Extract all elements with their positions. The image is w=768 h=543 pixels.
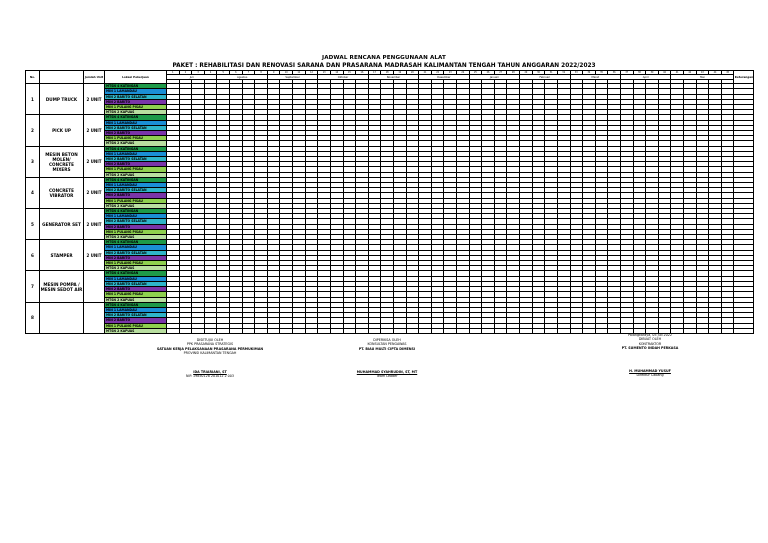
site-label: MIN 2 BARITO SELATAN (105, 188, 167, 193)
site-label: MTSN 2 KAPUAS (105, 328, 167, 333)
site-label: MTSN 2 KAPUAS (105, 203, 167, 208)
sig-center-company: PT. BIAU MULTI CIPTA DIMENSI (358, 346, 416, 351)
schedule-cell (179, 328, 192, 333)
site-label: MIN 2 BARITO (105, 99, 167, 104)
week-number: 45 (721, 71, 734, 75)
schedule-cell (431, 328, 444, 333)
week-number: 39 (646, 71, 659, 75)
equipment-name: CONCRETE VIBRATOR (40, 177, 84, 208)
sig-right-id: Direktur Cabang (636, 373, 664, 378)
site-label: MIN 2 BARITO SELATAN (105, 157, 167, 162)
schedule-cell (330, 328, 343, 333)
week-number: 9 (267, 71, 280, 75)
month-label: Oktober (318, 75, 368, 79)
schedule-cell (293, 328, 306, 333)
site-label: MIN 1 LAMANDAU (105, 183, 167, 188)
month-label: September (267, 75, 317, 79)
week-number: 14 (330, 71, 343, 75)
equipment-name: DUMP TRUCK (40, 84, 84, 115)
schedule-cell (343, 328, 356, 333)
week-number: 32 (557, 71, 570, 75)
site-label: MTSN 2 KAPUAS (105, 141, 167, 146)
week-number: 2 (179, 71, 192, 75)
site-label: MIN 2 BARITO (105, 318, 167, 323)
schedule-cell (419, 328, 432, 333)
week-number: 17 (368, 71, 381, 75)
equipment-number: 7 (26, 271, 40, 302)
equipment-qty: 2 UNIT (84, 115, 105, 146)
site-label: MIN 2 BARITO (105, 193, 167, 198)
site-label: MIN 1 PULANG PISAU (105, 136, 167, 141)
month-label: Desember (419, 75, 469, 79)
schedule-cell (570, 328, 583, 333)
week-number: 41 (671, 71, 684, 75)
site-label: MTSN 4 KATINGAN (105, 240, 167, 245)
schedule-cell (494, 328, 507, 333)
document-subtitle: PAKET : REHABILITASI DAN RENOVASI SARANA DAN PRASARANA MADRASAH KALIMANTAN TENGAH TAHUN ANGGARAN 2022/2023 (172, 63, 596, 69)
site-label: MIN 1 PULANG PISAU (105, 167, 167, 172)
month-label: Mei (671, 75, 734, 79)
schedule-cell (204, 328, 217, 333)
week-number: 5 (217, 71, 230, 75)
site-label: MTSN 2 KAPUAS (105, 110, 167, 115)
week-number: 24 (457, 71, 470, 75)
site-label: MTSN 2 KAPUAS (105, 297, 167, 302)
month-label: November (368, 75, 418, 79)
site-label: MIN 1 LAMANDAU (105, 89, 167, 94)
week-number: 35 (595, 71, 608, 75)
site-label: MIN 1 PULANG PISAU (105, 261, 167, 266)
week-number: 43 (696, 71, 709, 75)
signature-right (585, 333, 715, 378)
week-number: 36 (608, 71, 621, 75)
equipment-qty: 2 UNIT (84, 146, 105, 177)
equipment-qty: 2 UNIT (84, 177, 105, 208)
sig-center-id: Team Leader (376, 374, 398, 379)
signature-center (322, 338, 452, 378)
site-label: MTSN 2 KAPUAS (105, 266, 167, 271)
schedule-cell (393, 328, 406, 333)
equipment-qty: 2 UNIT (84, 209, 105, 240)
month-label: Agustus (217, 75, 267, 79)
site-label: MIN 2 BARITO SELATAN (105, 250, 167, 255)
week-number: 4 (204, 71, 217, 75)
sig-right-date: Palangkaraya, 05 Juli 2022 (628, 333, 672, 337)
week-number: 27 (494, 71, 507, 75)
site-label: MTSN 4 KATINGAN (105, 146, 167, 151)
week-number: 1 (167, 71, 180, 75)
month-label: Januari (469, 75, 519, 79)
site-label: MIN 1 LAMANDAU (105, 307, 167, 312)
week-number: 6 (230, 71, 243, 75)
site-label: MTSN 4 KATINGAN (105, 84, 167, 89)
site-label: MTSN 2 KAPUAS (105, 235, 167, 240)
site-label: MIN 1 PULANG PISAU (105, 229, 167, 234)
month-label: Maret (570, 75, 620, 79)
schedule-cell (406, 328, 419, 333)
site-label: MIN 1 PULANG PISAU (105, 292, 167, 297)
document-title: JADWAL RENCANA PENGGUNAAN ALAT (322, 55, 446, 61)
equipment-number: 1 (26, 84, 40, 115)
week-number: 21 (419, 71, 432, 75)
week-number: 28 (507, 71, 520, 75)
week-number: 18 (381, 71, 394, 75)
site-label: MIN 1 LAMANDAU (105, 151, 167, 156)
schedule-cell (457, 328, 470, 333)
col-header-qty: Jumlah Unit (84, 71, 105, 84)
sig-left-position: PPK PRASARANA STRATEGIS (186, 342, 234, 347)
schedule-cell (356, 328, 369, 333)
site-label: MIN 2 BARITO SELATAN (105, 313, 167, 318)
schedule-cell (444, 328, 457, 333)
week-number: 10 (280, 71, 293, 75)
col-header-remarks: Keterangan (734, 71, 754, 84)
site-label: MTSN 4 KATINGAN (105, 115, 167, 120)
month-label: Juli (167, 75, 217, 79)
equipment-number: 8 (26, 302, 40, 333)
col-header-equipment (40, 71, 84, 84)
week-number: 16 (356, 71, 369, 75)
week-number: 19 (393, 71, 406, 75)
week-number: 34 (583, 71, 596, 75)
sig-left-unit: SATUAN KERJA PELAKSANAAN PRASARANA PERMUKIMAN (156, 346, 264, 351)
week-number: 22 (431, 71, 444, 75)
sig-right-position: KONTRAKTOR (638, 341, 662, 346)
equipment-number: 3 (26, 146, 40, 177)
site-label: MIN 2 BARITO SELATAN (105, 94, 167, 99)
schedule-cell (318, 328, 331, 333)
site-label: MIN 1 PULANG PISAU (105, 198, 167, 203)
week-number: 44 (709, 71, 722, 75)
site-label: MIN 1 PULANG PISAU (105, 323, 167, 328)
week-number: 31 (545, 71, 558, 75)
equipment-name: STAMPER (40, 240, 84, 271)
week-number: 20 (406, 71, 419, 75)
site-label: MIN 2 BARITO (105, 224, 167, 229)
schedule-cell (381, 328, 394, 333)
week-number: 40 (658, 71, 671, 75)
week-number: 13 (318, 71, 331, 75)
schedule-cell (242, 328, 255, 333)
site-label: MIN 2 BARITO SELATAN (105, 281, 167, 286)
equipment-number: 4 (26, 177, 40, 208)
signature-left (130, 338, 290, 378)
schedule-cell (545, 328, 558, 333)
sig-center-name: MUHAMMAD SYAHRUDIN, ST, MT (356, 369, 418, 374)
sig-right-name: H. MUHAMMAD YUSUF (629, 369, 671, 374)
week-number: 42 (683, 71, 696, 75)
week-number: 23 (444, 71, 457, 75)
site-label: MIN 1 LAMANDAU (105, 276, 167, 281)
schedule-cell (482, 328, 495, 333)
week-number: 3 (192, 71, 205, 75)
equipment-name: GENERATOR SET (40, 209, 84, 240)
sig-left-role: DISETUJUI OLEH (196, 338, 224, 342)
site-label: MIN 2 BARITO (105, 131, 167, 136)
sig-right-company: PT. SUMENTO INDAH PERKASA (621, 346, 679, 351)
week-number: 15 (343, 71, 356, 75)
schedule-cell (267, 328, 280, 333)
schedule-cell (520, 328, 533, 333)
schedule-cell (532, 328, 545, 333)
site-label: MIN 1 PULANG PISAU (105, 104, 167, 109)
schedule-cell (192, 328, 205, 333)
schedule-cell (507, 328, 520, 333)
site-label: MIN 2 BARITO SELATAN (105, 125, 167, 130)
remarks-cell (734, 328, 754, 333)
site-label: MTSN 4 KATINGAN (105, 177, 167, 182)
col-header-no: No. (26, 71, 40, 84)
sig-center-position: KONSULTAN PENGAWAS (367, 342, 407, 347)
sig-left-id: NIP. 19850128 201012 2 003 (186, 374, 234, 379)
equipment-name: MESIN BETON MOLEN/ CONCRETE MIXERS (40, 146, 84, 177)
week-number: 12 (305, 71, 318, 75)
site-label: MIN 2 BARITO (105, 255, 167, 260)
schedule-cell (305, 328, 318, 333)
equipment-number: 2 (26, 115, 40, 146)
site-label: MTSN 4 KATINGAN (105, 209, 167, 214)
week-number: 7 (242, 71, 255, 75)
week-number: 30 (532, 71, 545, 75)
sig-right-role: DIBUAT OLEH (638, 337, 662, 342)
equipment-qty (84, 271, 105, 302)
site-label: MTSN 4 KATINGAN (105, 271, 167, 276)
equipment-qty: 2 UNIT (84, 240, 105, 271)
schedule-cell (255, 328, 268, 333)
month-label: Februari (520, 75, 570, 79)
week-number: 25 (469, 71, 482, 75)
sig-left-province: PROVINSI KALIMANTAN TENGAH (183, 351, 237, 356)
equipment-name (40, 302, 84, 333)
equipment-name: MESIN POMPA / MESIN SEDOT AIR (40, 271, 84, 302)
site-label: MIN 1 LAMANDAU (105, 214, 167, 219)
week-number: 8 (255, 71, 268, 75)
schedule-cell (230, 328, 243, 333)
sig-center-role: DIPERIKSA OLEH (373, 338, 401, 342)
week-number: 26 (482, 71, 495, 75)
site-label: MTSN 2 KAPUAS (105, 172, 167, 177)
site-label: MIN 2 BARITO SELATAN (105, 219, 167, 224)
week-number: 29 (520, 71, 533, 75)
equipment-number: 6 (26, 240, 40, 271)
site-label: MIN 1 LAMANDAU (105, 245, 167, 250)
schedule-cell (557, 328, 570, 333)
schedule-cell (368, 328, 381, 333)
site-label: MTSN 4 KATINGAN (105, 302, 167, 307)
col-header-location: Lokasi Pekerjaan (105, 71, 167, 84)
site-label: MIN 1 LAMANDAU (105, 120, 167, 125)
schedule-cell (167, 328, 180, 333)
equipment-qty: 2 UNIT (84, 84, 105, 115)
site-label: MIN 2 BARITO (105, 287, 167, 292)
schedule-cell (280, 328, 293, 333)
month-label: April (620, 75, 670, 79)
equipment-name: PICK UP (40, 115, 84, 146)
site-label: MIN 2 BARITO (105, 162, 167, 167)
schedule-table (25, 70, 754, 334)
equipment-qty (84, 302, 105, 333)
schedule-cell (217, 328, 230, 333)
sig-left-name: IDA TRIARIANI, ST (193, 369, 227, 374)
week-number: 37 (620, 71, 633, 75)
week-number: 11 (293, 71, 306, 75)
week-number: 38 (633, 71, 646, 75)
schedule-cell (469, 328, 482, 333)
equipment-number: 5 (26, 209, 40, 240)
week-number: 33 (570, 71, 583, 75)
schedule-cell (721, 328, 734, 333)
